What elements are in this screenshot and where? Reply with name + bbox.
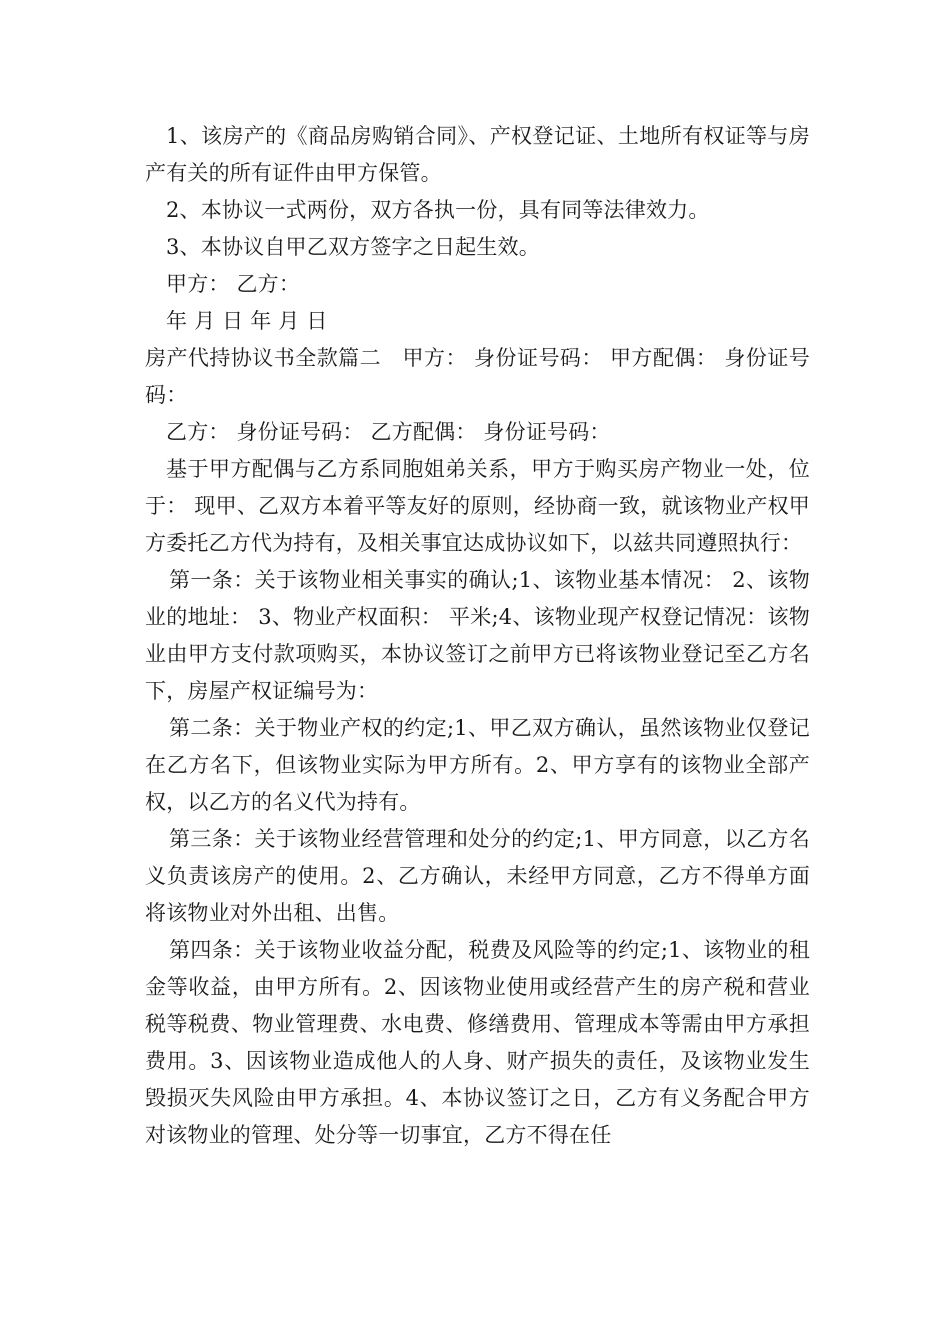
section-title-agreement-two: 房产代持协议书全款篇二 甲方： 身份证号码： 甲方配偶： 身份证号码： [145,346,810,407]
article-four: 第四条：关于该物业收益分配，税费及风险等的约定;1、该物业的租金等收益，由甲方所有。2、因该物业使用或经营产生的房产税和营业税等税费、物业管理费、水电费、修缮费用、管理成本等需由甲方承担费用。3、因该物业造成他人的人身、财产损失的责任，及该物业发生毁损灭失风险由甲方承担。4、本协议签订之日，乙方有义务配合甲方对该物业的管理、处分等一切事宜，乙方不得在任 [145,938,810,1147]
party-b-identity-line: 乙方： 身份证号码： 乙方配偶： 身份证号码： [166,420,611,444]
article-one: 第一条：关于该物业相关事实的确认;1、该物业基本情况： 2、该物业的地址： 3、物业产权面积： 平米;4、该物业现产权登记情况：该物业由甲方支付款项购买，本协议签订之前甲方已将该物业登记至乙方名下，房屋产权证编号为： [145,568,810,703]
article-two: 第二条：关于物业产权的约定;1、甲乙双方确认，虽然该物业仅登记在乙方名下，但该物业实际为甲方所有。2、甲方享有的该物业全部产权，以乙方的名义代为持有。 [145,716,810,814]
signature-parties-line: 甲方： 乙方： [166,272,301,296]
clause-certificates-custody: 1、该房产的《商品房购销合同》、产权登记证、土地所有权证等与房产有关的所有证件由甲方保管。 [145,124,810,185]
article-three: 第三条：关于该物业经营管理和处分的约定;1、甲方同意，以乙方名义负责该房产的使用。2、乙方确认，未经甲方同意，乙方不得单方面将该物业对外出租、出售。 [145,827,810,925]
document-body [145,118,810,1154]
clause-effective-date: 3、本协议自甲乙双方签字之日起生效。 [166,235,540,259]
preamble-paragraph: 基于甲方配偶与乙方系同胞姐弟关系，甲方于购买房产物业一处，位于： 现甲、乙双方本着平等友好的原则，经协商一致，就该物业产权甲方委托乙方代为持有，及相关事宜达成协议如下，以兹共同遵照执行： [145,457,810,555]
clause-copies: 2、本协议一式两份，双方各执一份，具有同等法律效力。 [166,198,710,222]
signature-date-line: 年 月 日 年 月 日 [166,309,328,333]
